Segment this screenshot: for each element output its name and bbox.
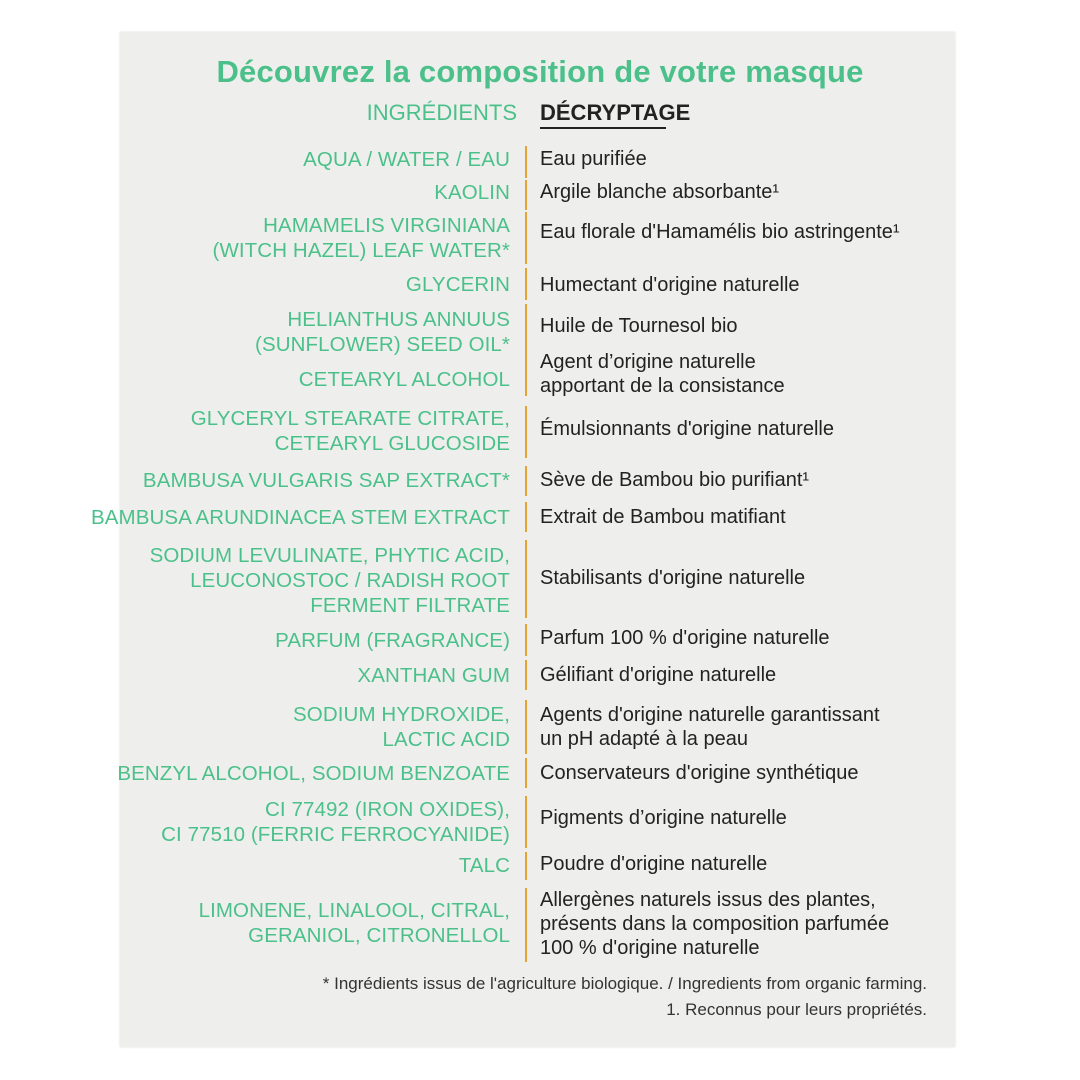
ingredient-description: Allergènes naturels issus des plantes, présents dans la composition parfumée 100 % d'origine naturelle <box>540 889 890 959</box>
ingredient-description: Argile blanche absorbante¹ <box>540 181 780 203</box>
separator <box>525 406 527 458</box>
separator <box>525 212 527 264</box>
ingredient-name: KAOLIN <box>434 181 510 204</box>
ingredient-name: BAMBUSA VULGARIS SAP EXTRACT* <box>142 469 510 492</box>
ingredient-name: LIMONENE, LINALOOL, CITRAL, GERANIOL, CITRONELLOL <box>198 899 510 947</box>
ingredient-name: GLYCERIN <box>405 273 510 296</box>
ingredient-name: HELIANTHUS ANNUUS (SUNFLOWER) SEED OIL* <box>255 308 510 356</box>
ingredient-name: AQUA / WATER / EAU <box>303 148 510 171</box>
footnote-organic: * Ingrédients issus de l'agriculture biologique. / Ingredients from organic farming. <box>322 974 927 993</box>
ingredient-description: Parfum 100 % d'origine naturelle <box>540 627 830 649</box>
ingredient-description: Agent d’origine naturelle apportant de la consistance <box>540 351 785 397</box>
separator <box>525 268 527 300</box>
separator <box>525 304 527 396</box>
separator <box>525 180 527 210</box>
ingredient-name: HAMAMELIS VIRGINIANA (WITCH HAZEL) LEAF WATER* <box>212 214 510 262</box>
decoding-header-underline <box>540 127 666 129</box>
ingredient-name: BAMBUSA ARUNDINACEA STEM EXTRACT <box>91 506 510 529</box>
ingredient-description: Eau florale d'Hamamélis bio astringente¹ <box>540 221 900 243</box>
ingredient-name: XANTHAN GUM <box>357 664 510 687</box>
ingredient-description: Émulsionnants d'origine naturelle <box>540 418 834 440</box>
ingredient-name: CETEARYL ALCOHOL <box>298 368 510 391</box>
ingredient-description: Agents d'origine naturelle garantissant un pH adapté à la peau <box>540 704 880 750</box>
ingredient-description: Poudre d'origine naturelle <box>540 853 768 875</box>
separator <box>525 852 527 880</box>
separator <box>525 888 527 962</box>
separator <box>525 660 527 690</box>
ingredient-name: PARFUM (FRAGRANCE) <box>275 629 510 652</box>
ingredient-name: SODIUM HYDROXIDE, LACTIC ACID <box>293 703 510 751</box>
ingredient-description: Conservateurs d'origine synthétique <box>540 762 859 784</box>
ingredients-header: INGRÉDIENTS <box>366 100 517 125</box>
ingredient-description: Eau purifiée <box>540 148 647 170</box>
ingredient-description: Stabilisants d'origine naturelle <box>540 567 806 589</box>
ingredient-name: GLYCERYL STEARATE CITRATE, CETEARYL GLUCOSIDE <box>190 407 510 455</box>
ingredient-description: Pigments d’origine naturelle <box>540 807 787 829</box>
ingredient-description: Gélifiant d'origine naturelle <box>540 664 777 686</box>
separator <box>525 146 527 178</box>
separator <box>525 758 527 788</box>
ingredient-description: Extrait de Bambou matifiant <box>540 506 786 528</box>
ingredient-description: Huile de Tournesol bio <box>540 315 738 337</box>
ingredient-name: BENZYL ALCOHOL, SODIUM BENZOATE <box>117 762 510 785</box>
separator <box>525 502 527 532</box>
page-title: Découvrez la composition de votre masque <box>216 54 864 89</box>
ingredient-description: Humectant d'origine naturelle <box>540 274 800 296</box>
separator <box>525 540 527 618</box>
separator <box>525 796 527 848</box>
footnote-properties: 1. Reconnus pour leurs propriétés. <box>666 1000 927 1019</box>
separator <box>525 700 527 754</box>
ingredient-name: CI 77492 (IRON OXIDES), CI 77510 (FERRIC FERROCYANIDE) <box>161 798 510 846</box>
decoding-header: DÉCRYPTAGE <box>540 100 691 125</box>
ingredient-description: Sève de Bambou bio purifiant¹ <box>540 469 810 491</box>
separator <box>525 624 527 656</box>
separator <box>525 466 527 496</box>
ingredient-name: TALC <box>458 854 510 877</box>
ingredient-name: SODIUM LEVULINATE, PHYTIC ACID, LEUCONOSTOC / RADISH ROOT FERMENT FILTRATE <box>149 544 510 617</box>
